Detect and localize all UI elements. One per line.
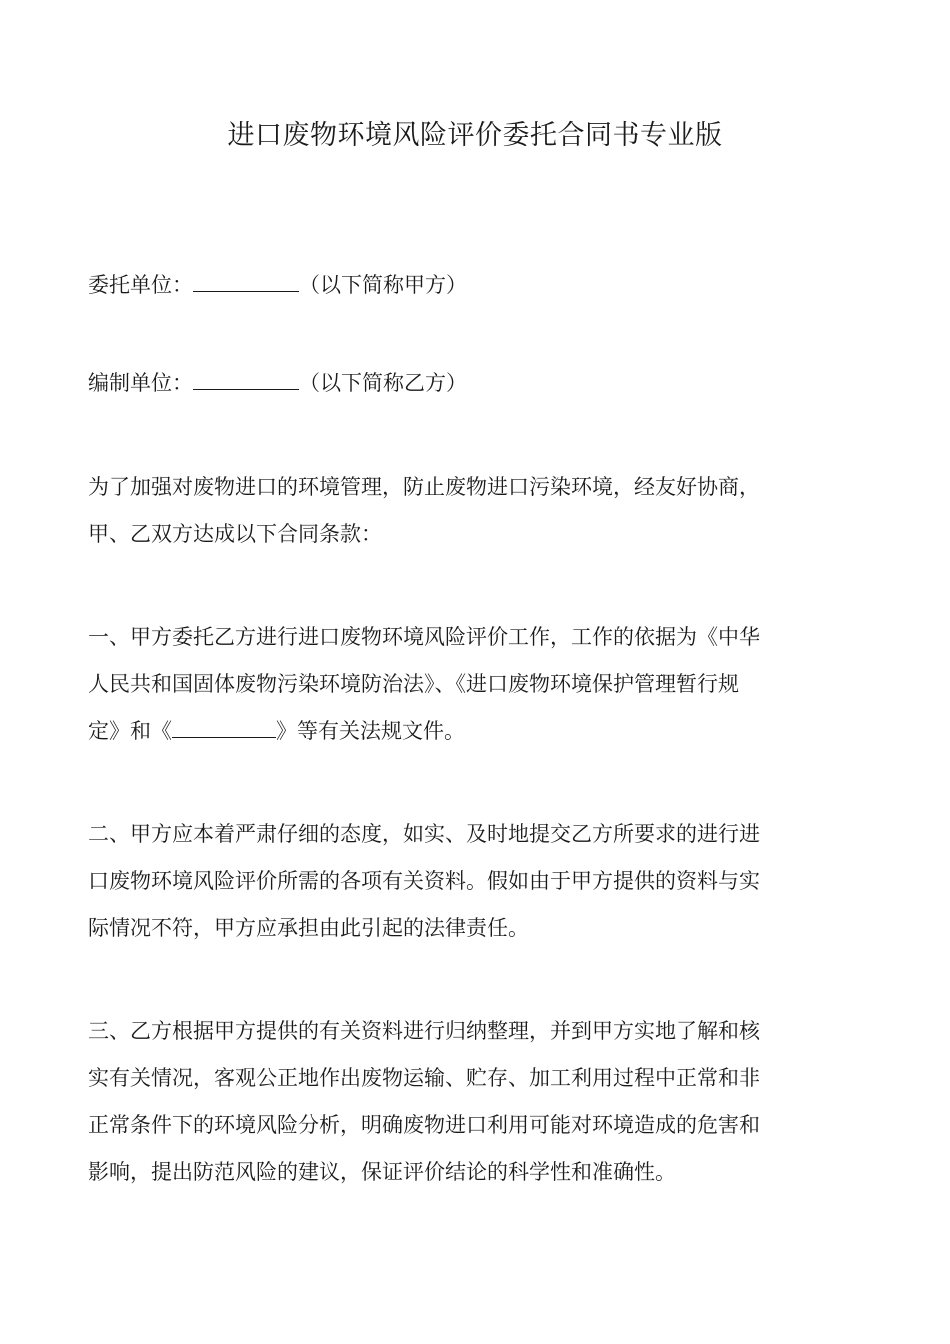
intro-line: 为了加强对废物进口的环境管理，防止废物进口污染环境，经友好协商， — [88, 475, 760, 499]
compiler-line — [88, 360, 868, 407]
intro-line: 甲、乙双方达成以下合同条款： — [88, 522, 382, 546]
client-suffix: （以下简称甲方） — [299, 273, 467, 297]
compiler-label: 编制单位： — [88, 371, 193, 395]
clause-2-line: 二、甲方应本着严肃仔细的态度，如实、及时地提交乙方所要求的进行进 — [88, 822, 760, 846]
compiler-suffix: （以下简称乙方） — [299, 371, 467, 395]
clause-3-line: 实有关情况，客观公正地作出废物运输、贮存、加工利用过程中正常和非 — [88, 1066, 760, 1090]
client-blank — [193, 291, 299, 292]
client-line — [88, 262, 868, 309]
clause-1-blank — [172, 737, 276, 738]
client-label: 委托单位： — [88, 273, 193, 297]
clause-3-line: 正常条件下的环境风险分析，明确废物进口利用可能对环境造成的危害和 — [88, 1113, 760, 1137]
clause-1-text: 定》和《 — [88, 719, 172, 743]
clause-3-line: 三、乙方根据甲方提供的有关资料进行归纳整理，并到甲方实地了解和核 — [88, 1019, 760, 1043]
clause-2-line: 际情况不符，甲方应承担由此引起的法律责任。 — [88, 916, 529, 940]
clause-1-text: 》等有关法规文件。 — [276, 719, 465, 743]
clause-2-line: 口废物环境风险评价所需的各项有关资料。假如由于甲方提供的资料与实 — [88, 869, 760, 893]
clause-1-line: 一、甲方委托乙方进行进口废物环境风险评价工作，工作的依据为《中华 — [88, 625, 760, 649]
clause-1-line — [88, 708, 868, 755]
clause-3-line: 影响，提出防范风险的建议，保证评价结论的科学性和准确性。 — [88, 1160, 676, 1184]
compiler-blank — [193, 389, 299, 390]
clause-1-line: 人民共和国固体废物污染环境防治法》、《进口废物环境保护管理暂行规 — [88, 672, 739, 696]
document-title: 进口废物环境风险评价委托合同书专业版 — [227, 120, 723, 151]
